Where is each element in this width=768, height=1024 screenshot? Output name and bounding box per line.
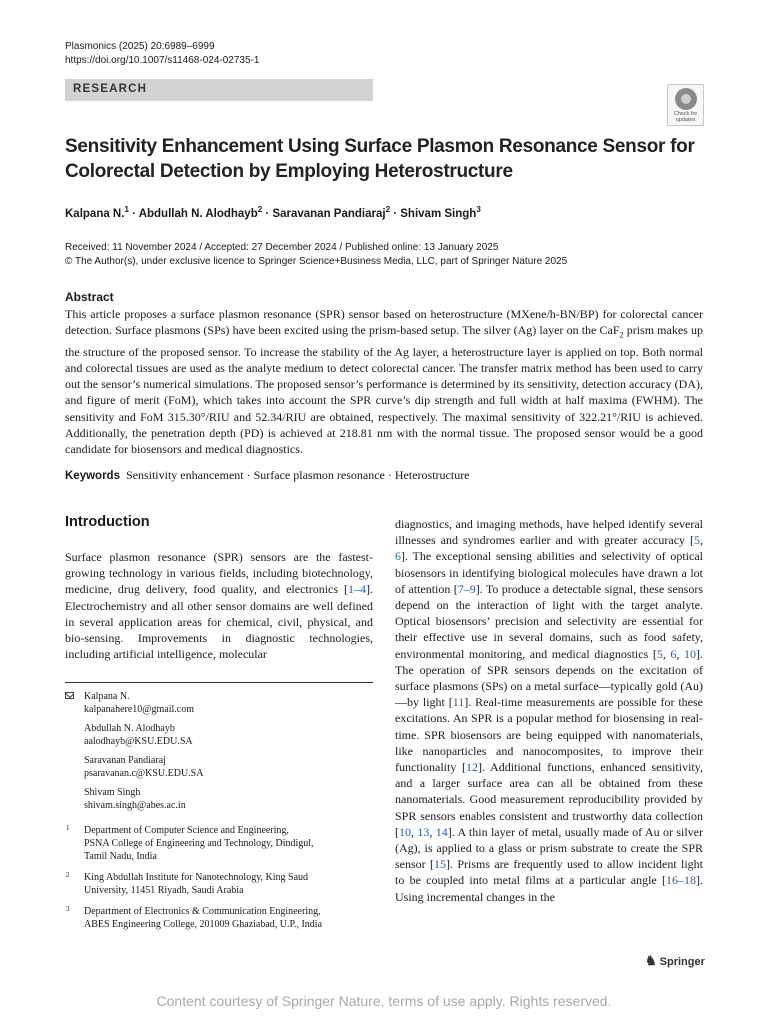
affiliation-line: Department of Electronics & Communication Engineering, <box>84 906 321 917</box>
contact-name: Shivam Singh <box>84 787 141 798</box>
reference-link[interactable]: 10 <box>684 646 696 661</box>
body-text: , <box>700 533 703 548</box>
reference-link[interactable]: 6 <box>395 549 401 564</box>
reference-link[interactable]: 6 <box>670 646 677 661</box>
author-separator: · <box>128 207 139 220</box>
abstract-subscript: 2 <box>619 330 624 340</box>
body-text: ]. The operation of SPR sensors depends on the excitation of surface plasmons (SPs) on a metal surface—typically gold (Au)—by light [ <box>395 646 703 710</box>
contact-name: Abdullah N. Alodhayb <box>84 723 175 734</box>
body-text: ]. Additional functions, enhanced sensitivity, and a larger surface area can all be obtained from these nanomaterials. Good measurement reproducibility provided by SPR sensors enables consistent and trustworthy data collection [ <box>395 760 703 839</box>
check-for-updates-badge[interactable] <box>667 84 704 126</box>
publication-dates <box>65 241 567 269</box>
body-text: ]. A thin layer of metal, usually made of Au or silver (Ag), is applied to a glass or prism substrate to create the SPR sensor [ <box>395 824 703 872</box>
contact-name: Saravanan Pandiaraj <box>84 755 166 766</box>
author-separator: · <box>262 207 273 220</box>
affiliation-line: Tamil Nadu, India <box>84 851 157 862</box>
author-affiliation-mark: 2 <box>385 205 391 214</box>
author-name[interactable]: Shivam Singh <box>400 207 477 220</box>
affiliation-line: PSNA College of Engineering and Technology, Dindigul, <box>84 838 314 849</box>
affiliation-entry <box>65 824 373 863</box>
author-name[interactable]: Kalpana N. <box>65 207 125 220</box>
body-text: Surface plasmon resonance (SPR) sensors are the fastest-growing technology in various fields, including biotechnology, medicine, drug delivery, food quality, and electronics [ <box>65 550 373 597</box>
envelope-icon <box>65 692 74 699</box>
check-updates-icon <box>675 88 697 110</box>
body-text: ]. Prisms are frequently used to allow incident light to be coupled into metal films at a particular angle [ <box>395 857 703 888</box>
article-title: Sensitivity Enhancement Using Surface Plasmon Resonance Sensor for Colorectal Detection by Employing Heterostructure <box>65 136 695 182</box>
keywords <box>65 468 470 483</box>
affiliation-line: King Abdullah Institute for Nanotechnology, King Saud <box>84 872 309 883</box>
affiliation-line: University, 11451 Riyadh, Saudi Arabia <box>84 885 244 896</box>
affiliation-number: 3 <box>66 905 70 913</box>
copyright-notice: © The Author(s), under exclusive licence to Springer Science+Business Media, LLC, part of Springer Nature 2025 <box>65 256 568 267</box>
abstract-heading: Abstract <box>65 290 114 304</box>
footnote-divider <box>65 682 373 683</box>
author-affiliation-mark: 2 <box>257 205 263 214</box>
keywords-label: Keywords <box>65 470 120 482</box>
article-type-bar <box>65 79 373 101</box>
contact-entry <box>65 786 373 812</box>
journal-info <box>65 40 259 68</box>
author-separator: · <box>390 207 401 220</box>
body-text: diagnostics, and imaging methods, have helped identify several illnesses and syndromes earlier and with greater accuracy [ <box>395 517 703 548</box>
introduction-left-column <box>65 549 373 662</box>
body-text: ]. Real-time measurements are possible for these excitations. An SPR is a popular method for biosensing in real-time. SPR biosensors are being equipped with nanomaterials, like nanoparticles and nanocomposites, to improve their functionality [ <box>395 695 703 775</box>
reference-link[interactable]: 7–9 <box>457 581 476 596</box>
reference-link[interactable]: 1–4 <box>348 582 366 597</box>
body-text: , <box>411 824 418 839</box>
body-text: ]. Electrochemistry and all other sensor domains are well defined in several application areas for chemical, civil, physical, and bio-sensing. Improvements in diagnostic technologies, including artificial intelligence, molecular <box>65 582 373 662</box>
introduction-heading: Introduction <box>65 514 150 530</box>
affiliation-line: ABES Engineering College, 201009 Ghaziabad, U.P., India <box>84 919 323 930</box>
affiliation-entry <box>65 905 373 931</box>
affiliation-number: 2 <box>66 871 70 879</box>
affiliation-line: Department of Computer Science and Engineering, <box>84 825 289 836</box>
abstract-part-1: This article proposes a surface plasmon resonance (SPR) sensor based on heterostructure (MXene/h-BN/BP) for colorectal cancer detection. Surface plasmons (SPs) have been excited using the prism-based setup. The silver (Ag) layer on the CaF <box>65 307 703 338</box>
contact-entry <box>65 722 373 748</box>
contact-email[interactable]: kalpanahere10@gmail.com <box>84 704 194 715</box>
affiliation-entry <box>65 871 373 897</box>
author-affiliation-mark: 3 <box>476 205 481 214</box>
keywords-text: Sensitivity enhancement · Surface plasmon resonance · Heterostructure <box>125 468 470 482</box>
publisher-name: Springer <box>659 956 705 968</box>
reference-link[interactable]: 14 <box>435 824 448 839</box>
body-text: ]. To produce a detectable signal, these sensors depend on the interaction of light with the target analyte. Optical biosensors’ precision and selectivity are essential for their effective use in several domains, such as food safety, environmental monitoring, and medical diagnostics [ <box>395 581 704 661</box>
check-updates-label: Check for updates <box>673 111 698 123</box>
abstract-part-2: prism makes up the structure of the proposed sensor. To increase the stability of the Ag layer, a heterostructure layer is applied on top. Both normal and colorectal tissues are used as the analyte medium to detect colorectal cancer. The transfer matrix method has been used to carry out the sensor’s numerical simulations. The proposed sensor’s performance is determined by its sensitivity, detection accuracy (DA), and figure of merit (FoM), which takes into account the SPR curve’s dip strength and full width at half maxima (FWHM). The sensitivity and FoM 315.30°/RIU and 52.34/RIU are obtained, respectively. The maximal sensitivity of 322.21°/RIU is achieved. Additionally, the penetration depth (PD) is achieved at 218.81 nm with the normal tissue. The proposed sensor would be a good candidate for biosensors and medical diagnostics. <box>65 323 703 457</box>
doi-link[interactable]: https://doi.org/10.1007/s11468-024-02735-1 <box>65 55 260 66</box>
body-text: , <box>662 646 671 661</box>
author-name[interactable]: Saravanan Pandiaraj <box>272 207 386 220</box>
affiliation-number: 1 <box>66 824 70 832</box>
introduction-right-column <box>395 516 703 905</box>
body-text: , <box>676 646 684 661</box>
contact-email[interactable]: psaravanan.c@KSU.EDU.SA <box>84 768 204 779</box>
contact-email[interactable]: aalodhayb@KSU.EDU.SA <box>84 736 193 747</box>
body-text: ]. Using incremental changes in the <box>395 873 703 904</box>
body-text: ]. The exceptional sensing abilities and selectivity of optical biosensors in identifying biological molecules have drawn a lot of attention [ <box>395 549 703 596</box>
corresponding-authors <box>65 690 373 818</box>
contact-email[interactable]: shivam.singh@abes.ac.in <box>84 800 186 811</box>
journal-citation: Plasmonics (2025) 20:6989–6999 <box>65 41 215 52</box>
publisher-logo <box>645 953 705 969</box>
contact-name: Kalpana N. <box>84 691 130 702</box>
author-affiliation-mark: 1 <box>124 205 129 214</box>
reference-link[interactable]: 16–18 <box>666 873 696 888</box>
affiliations <box>65 824 373 939</box>
reference-link[interactable]: 13 <box>417 824 430 839</box>
reference-link[interactable]: 11 <box>452 695 465 710</box>
author-list <box>65 205 481 220</box>
reference-link[interactable]: 5 <box>694 533 700 548</box>
abstract-body <box>65 306 703 457</box>
reference-link[interactable]: 15 <box>434 857 446 872</box>
reference-link[interactable]: 5 <box>656 646 663 661</box>
reference-link[interactable]: 10 <box>399 824 411 839</box>
horse-logo-icon: ♞ <box>645 953 657 968</box>
contact-entry <box>65 690 373 716</box>
footer-notice: Content courtesy of Springer Nature, terms of use apply. Rights reserved. <box>156 993 612 1009</box>
article-type-label: RESEARCH <box>73 83 148 95</box>
body-text: , <box>429 824 436 839</box>
history-dates: Received: 11 November 2024 / Accepted: 27 December 2024 / Published online: 13 January 2025 <box>65 242 499 253</box>
contact-entry <box>65 754 373 780</box>
reference-link[interactable]: 12 <box>466 760 479 775</box>
author-name[interactable]: Abdullah N. Alodhayb <box>138 207 258 220</box>
